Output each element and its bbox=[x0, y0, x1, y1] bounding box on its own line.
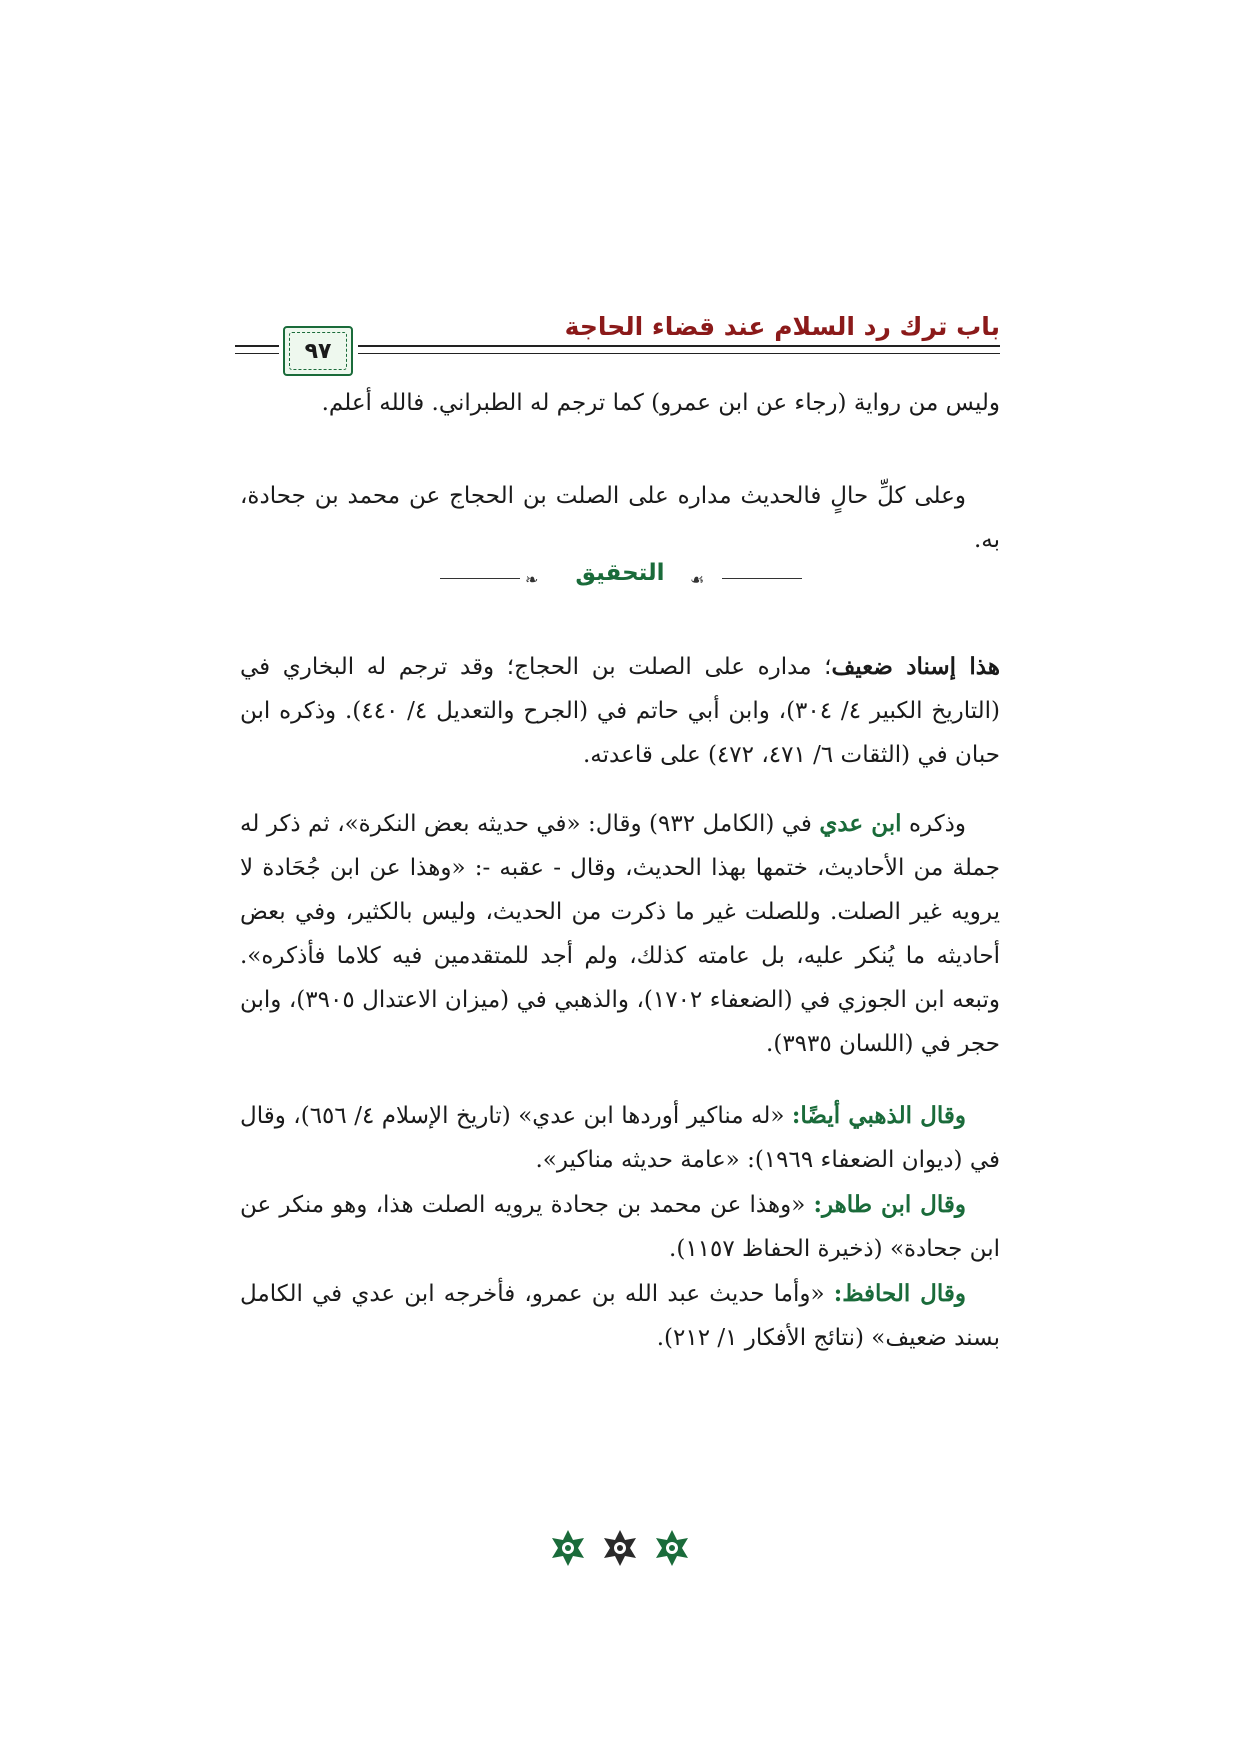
header-rule bbox=[235, 345, 279, 347]
paragraph-text: «وهذا عن محمد بن جحادة يرويه الصلت هذا، وهو منكر عن ابن جحادة» (ذخيرة الحفاظ ١١٥٧). bbox=[240, 1192, 1000, 1262]
paragraph bbox=[240, 1272, 1000, 1360]
page-number: ٩٧ bbox=[304, 338, 332, 364]
header-rule bbox=[358, 345, 1000, 347]
paragraph bbox=[240, 1094, 1000, 1182]
paragraph-text: في (الكامل ٩٣٢) وقال: «في حديثه بعض النكرة»، ثم ذكر له جملة من الأحاديث، ختمها بهذا الحديث، وقال - عقبه -: «وهذا عن ابن جُحَادة لا يرويه غير الصلت. وللصلت غير ما ذكرت من الحديث، وليس بالكثير، وفي بعض أحاديثه ما يُنكر عليه، بل عامته كذلك، ولم أجد للمتقدمين فيه كلاما فأذكره». وتبعه ابن الجوزي في (الضعفاء ١٧٠٢)، والذهبي في (ميزان الاعتدال ٣٩٠٥)، وابن حجر في (اللسان ٣٩٣٥). bbox=[240, 811, 1000, 1057]
keyword: وقال ابن طاهر: bbox=[813, 1191, 966, 1218]
ornament-star-icon bbox=[652, 1528, 692, 1568]
paragraph bbox=[240, 802, 1000, 1066]
keyword: ابن عدي bbox=[819, 810, 902, 837]
paragraph-text: «له مناكير أوردها ابن عدي» (تاريخ الإسلام ٤/ ٦٥٦)، وقال في (ديوان الضعفاء ١٩٦٩): «عامة حديثه مناكير». bbox=[240, 1103, 1000, 1173]
paragraph-text: وليس من رواية (رجاء عن ابن عمرو) كما ترجم له الطبراني. فالله أعلم. bbox=[321, 390, 1000, 416]
ornament-star-icon bbox=[600, 1528, 640, 1568]
flourish-icon: ❧ bbox=[525, 570, 539, 589]
section-divider-line bbox=[722, 578, 802, 579]
chapter-title: باب ترك رد السلام عند قضاء الحاجة bbox=[564, 312, 1000, 341]
keyword: هذا إسناد ضعيف bbox=[831, 653, 1000, 680]
keyword: وقال الذهبي أيضًا: bbox=[791, 1102, 967, 1129]
paragraph-text: وعلى كلِّ حالٍ فالحديث مداره على الصلت بن الحجاج عن محمد بن جحادة، به. bbox=[240, 483, 1000, 553]
header-rule bbox=[235, 353, 279, 354]
flourish-icon: ☙ bbox=[690, 570, 705, 589]
paragraph bbox=[240, 645, 1000, 777]
paragraph-text: وذكره bbox=[901, 811, 966, 837]
ornament-star-icon bbox=[548, 1528, 588, 1568]
paragraph bbox=[240, 1183, 1000, 1271]
page-number-badge bbox=[283, 326, 353, 376]
section-title: التحقيق bbox=[575, 560, 665, 586]
paragraph bbox=[240, 474, 1000, 562]
paragraph-text: «وأما حديث عبد الله بن عمرو، فأخرجه ابن عدي في الكامل بسند ضعيف» (نتائج الأفكار ١/ ٢١٢). bbox=[240, 1281, 1000, 1351]
paragraph bbox=[240, 381, 1000, 425]
footer-ornaments bbox=[548, 1528, 692, 1568]
header-rule bbox=[358, 353, 1000, 354]
paragraph-text: ؛ مداره على الصلت بن الحجاج؛ وقد ترجم له البخاري في (التاريخ الكبير ٤/ ٣٠٤)، وابن أبي حاتم في (الجرح والتعديل ٤/ ٤٤٠). وذكره ابن حبان في (الثقات ٦/ ٤٧١، ٤٧٢) على قاعدته. bbox=[240, 654, 1001, 768]
keyword: وقال الحافظ: bbox=[833, 1280, 966, 1307]
section-divider-line bbox=[440, 578, 520, 579]
